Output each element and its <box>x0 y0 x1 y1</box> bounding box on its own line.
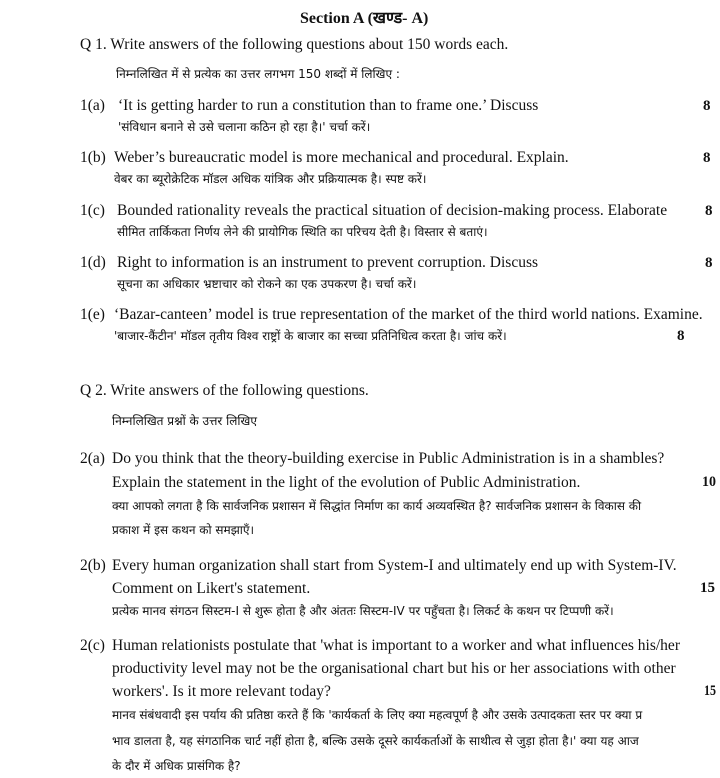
q2-heading: Q 2. Write answers of the following questions. <box>80 382 369 399</box>
question-text: Right to information is an instrument to prevent corruption. Discuss <box>117 254 539 271</box>
question-text: ‘Bazar-canteen’ model is true representation of the market of the third world nations. Examine. <box>114 306 703 323</box>
marks: 8 <box>705 255 713 271</box>
question-text-hindi: वेबर का ब्यूरोक्रेटिक मॉडल अधिक यांत्रिक और प्रक्रियात्मक है। स्पष्ट करें। <box>114 172 427 186</box>
marks: 15 <box>704 683 716 699</box>
question-text-line-1: Do you think that the theory-building exercise in Public Administration is in a shambles? <box>112 450 665 467</box>
marks: 15 <box>700 580 715 596</box>
question-text-hindi: 'संविधान बनाने से उसे चलाना कठिन हो रहा है।' चर्चा करें। <box>118 120 371 134</box>
question-number: 1(c) <box>80 202 105 219</box>
question-text-line-1: Every human organization shall start from System-I and ultimately end up with System-IV. <box>112 557 677 574</box>
question-text-hindi-line-2: भाव डालता है, यह संगठानिक चार्ट नहीं होता है, बल्कि उसके दूसरे कार्यकर्ताओं के साथीत्व से जुड़ा होता है।' क्या यह आज <box>112 734 639 748</box>
question-number: 1(b) <box>80 149 106 166</box>
question-text-line-1: Human relationists postulate that 'what is important to a worker and what influences his/her <box>112 637 680 654</box>
question-text: Weber’s bureaucratic model is more mechanical and procedural. Explain. <box>114 149 569 166</box>
question-number: 1(a) <box>80 97 105 114</box>
question-number: 2(a) <box>80 450 105 467</box>
question-text-hindi-line-3: के दौर में अधिक प्रासंगिक है? <box>112 759 241 773</box>
question-text-hindi-line-1: मानव संबंधवादी इस पर्याय की प्रतिष्ठा करते हैं कि 'कार्यकर्ता के लिए क्या महत्वपूर्ण है और उसके उत्पादकता स्तर पर क्या प्र <box>112 708 643 722</box>
marks: 10 <box>702 474 716 490</box>
marks: 8 <box>677 328 685 344</box>
marks: 8 <box>703 98 711 114</box>
question-text-line-3: workers'. Is it more relevant today? <box>112 683 331 700</box>
question-number: 1(d) <box>80 254 106 271</box>
question-number: 2(c) <box>80 637 105 654</box>
question-number: 1(e) <box>80 306 105 323</box>
q1-heading: Q 1. Write answers of the following questions about 150 words each. <box>80 36 509 53</box>
question-text-hindi: सूचना का अधिकार भ्रष्टाचार को रोकने का एक उपकरण है। चर्चा करें। <box>117 277 417 291</box>
q2-heading-hindi: निम्नलिखित प्रश्नों के उत्तर लिखिए <box>112 414 257 428</box>
question-text-hindi-line-2: प्रकाश में इस कथन को समझाएँ। <box>112 523 255 537</box>
question-text-hindi: सीमित तार्किकता निर्णय लेने की प्रायोगिक स्थिति का परिचय देती है। विस्तार से बताएं। <box>117 225 488 239</box>
question-number: 2(b) <box>80 557 106 574</box>
question-text-line-2: productivity level may not be the organisational chart but his or her associations with other <box>112 660 676 677</box>
q1-heading-hindi: निम्नलिखित में से प्रत्येक का उत्तर लगभग 150 शब्दों में लिखिए : <box>116 67 400 81</box>
marks: 8 <box>703 150 711 166</box>
question-text-line-2: Explain the statement in the light of the evolution of Public Administration. <box>112 474 581 491</box>
question-text-line-2: Comment on Likert's statement. <box>112 580 311 597</box>
question-text: ‘It is getting harder to run a constitution than to frame one.’ Discuss <box>118 97 539 114</box>
question-text-hindi: 'बाजार-कैंटीन' मॉडल तृतीय विश्व राष्ट्रों के बाजार का सच्चा प्रतिनिधित्व करता है। जांच करें। <box>114 329 507 343</box>
question-text: Bounded rationality reveals the practical situation of decision-making process. Elaborate <box>117 202 668 219</box>
section-title: Section A (खण्ड- A) <box>300 10 429 27</box>
question-text-hindi-line-1: प्रत्येक मानव संगठन सिस्टम-I से शुरू होता है और अंततः सिस्टम-IV पर पहुँचता है। लिकर्ट के कथन पर टिप्पणी करें। <box>112 604 614 618</box>
marks: 8 <box>705 203 713 219</box>
question-text-hindi-line-1: क्या आपको लगता है कि सार्वजनिक प्रशासन में सिद्धांत निर्माण का कार्य अव्यवस्थित है? सार्वजनिक प्रशासन के विकास की <box>112 499 642 513</box>
